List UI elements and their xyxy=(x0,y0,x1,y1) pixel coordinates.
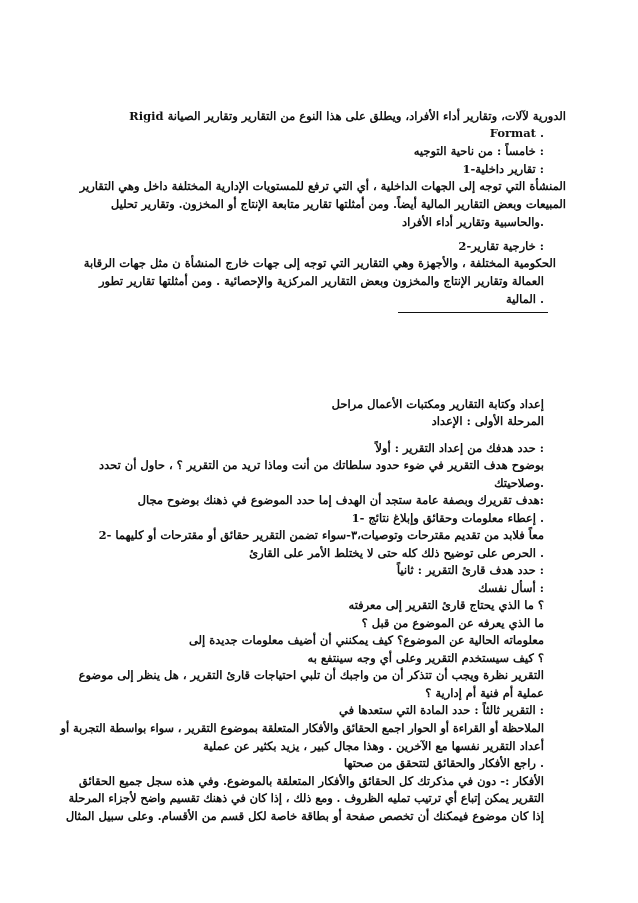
reader-line-4: معلوماته الحالية عن الموضوع؟ كيف يمكنني أن أضيف معلومات جديدة إلى xyxy=(188,633,544,647)
internal-line-1: المنشأة التي توجه إلى الجهات الداخلية ، أي التي ترفع للمستويات الإدارية المختلفة داخل وهي التقارير xyxy=(79,179,566,193)
fifth-heading: : خامساً : من ناحية التوجيه xyxy=(413,144,544,158)
goal-line-3: :هدف تقريرك وبصفة عامة ستجد أن الهدف إما حدد الموضوع في ذهنك بوضوح مجال xyxy=(137,493,544,507)
reader-line-7: عملية أم فنية أم إدارية ؟ xyxy=(425,686,544,700)
material-heading: : التقرير ثالثاً : حدد المادة التي ستعدها في xyxy=(339,703,544,717)
goal-line-2: .وصلاحيتك xyxy=(494,476,544,490)
external-line-3: . المالية xyxy=(506,292,544,306)
material-line-1: الملاحظة أو القراءة أو الحوار اجمع الحقائق والأفكار المتعلقة بموضوع التقرير ، سواء بواسطة التجربة أو xyxy=(60,721,544,735)
material-line-3: . راجع الأفكار والحقائق لتتحقق من صحتها xyxy=(343,756,544,770)
material-line-2: أعداد التقرير نفسها مع الآخرين . وهذا مجال كبير ، يزيد بكثير عن عملية xyxy=(203,739,544,753)
section-title: إعداد وكتابة التقارير ومكتبات الأعمال مراحل xyxy=(331,397,544,411)
goal-line-1: بوضوح هدف التقرير في ضوء حدود سلطاتك من أنت وماذا تريد من التقرير ؟ ، حاول أن تحدد xyxy=(99,458,544,472)
external-line-2: العمالة وتقارير الإنتاج والمخزون وبعض التقارير المركزية والإحصائية . ومن أمثلتها تقارير تطور xyxy=(98,274,544,288)
horizontal-rule xyxy=(398,312,548,313)
goal-heading: : حدد هدفك من إعداد التقرير : أولاً xyxy=(375,441,544,455)
internal-line-3: .والحاسبية وتقارير أداء الأفراد xyxy=(402,215,544,229)
stage-one-heading: المرحلة الأولى : الإعداد xyxy=(431,414,544,428)
intro-line: الدورية لآلات، وتقارير أداء الأفراد، ويطلق على هذا النوع من التقارير وتقارير الصيانة Rigid xyxy=(129,109,566,123)
reader-heading: : حدد هدف قارئ التقرير : ثانياً xyxy=(396,563,544,577)
material-line-4: الأفكار :- دون في مذكرتك كل الحقائق والأفكار المتعلقة بالموضوع. وفي هذه سجل جميع الحقائق xyxy=(78,774,544,788)
material-line-6: إذا كان موضوع فيمكنك أن تخصص صفحة أو بطاقة خاصة لكل قسم من الأقسام. وعلى سبيل المثال xyxy=(65,809,544,823)
goal-line-5: معاً فلابد من تقديم مقترحات وتوصيات،٣-سواء تضمن التقرير حقائق أو مقترحات أو كليهما -2 xyxy=(98,528,544,542)
internal-line-2: المبيعات وبعض التقارير المالية أيضاً. ومن أمثلتها تقارير متابعة الإنتاج أو المخزون. وتقارير تحليل xyxy=(110,197,566,211)
goal-line-6: . الحرص على توضيح ذلك كله حتى لا يختلط الأمر على القارئ xyxy=(249,546,544,560)
reader-line-2: ؟ ما الذي يحتاج قارئ التقرير إلى معرفته xyxy=(348,598,544,612)
reader-line-5: ؟ كيف سيستخدم التقرير وعلى أي وجه سينتفع به xyxy=(307,651,544,665)
internal-heading: : تقارير داخلية-1 xyxy=(462,162,544,176)
goal-line-4: . إعطاء معلومات وحقائق وإبلاغ نتائج -1 xyxy=(351,511,544,525)
external-line-1: الحكومية المختلفة ، والأجهزة وهي التقارير التي توجه إلى جهات خارج المنشأة ن مثل جهات الرقابة xyxy=(83,256,556,270)
material-line-5: التقرير يمكن إتباع أي ترتيب تمليه الظروف . ومع ذلك ، إذا كان في ذهنك تقسيم واضح لأجزاء المرحلة xyxy=(68,791,544,805)
reader-line-3: ما الذي يعرفه عن الموضوع من قبل ؟ xyxy=(361,616,544,630)
external-heading: : خارجية تقارير-2 xyxy=(458,239,544,253)
format-line: Format . xyxy=(489,126,544,140)
reader-line-6: التقرير نظرة ويجب أن تتذكر أن من واجبك أن تلبي احتياجات قارئ التقرير ، هل ينظر إلى موضوع xyxy=(78,668,544,682)
reader-line-1: : أسأل نفسك xyxy=(478,581,544,595)
